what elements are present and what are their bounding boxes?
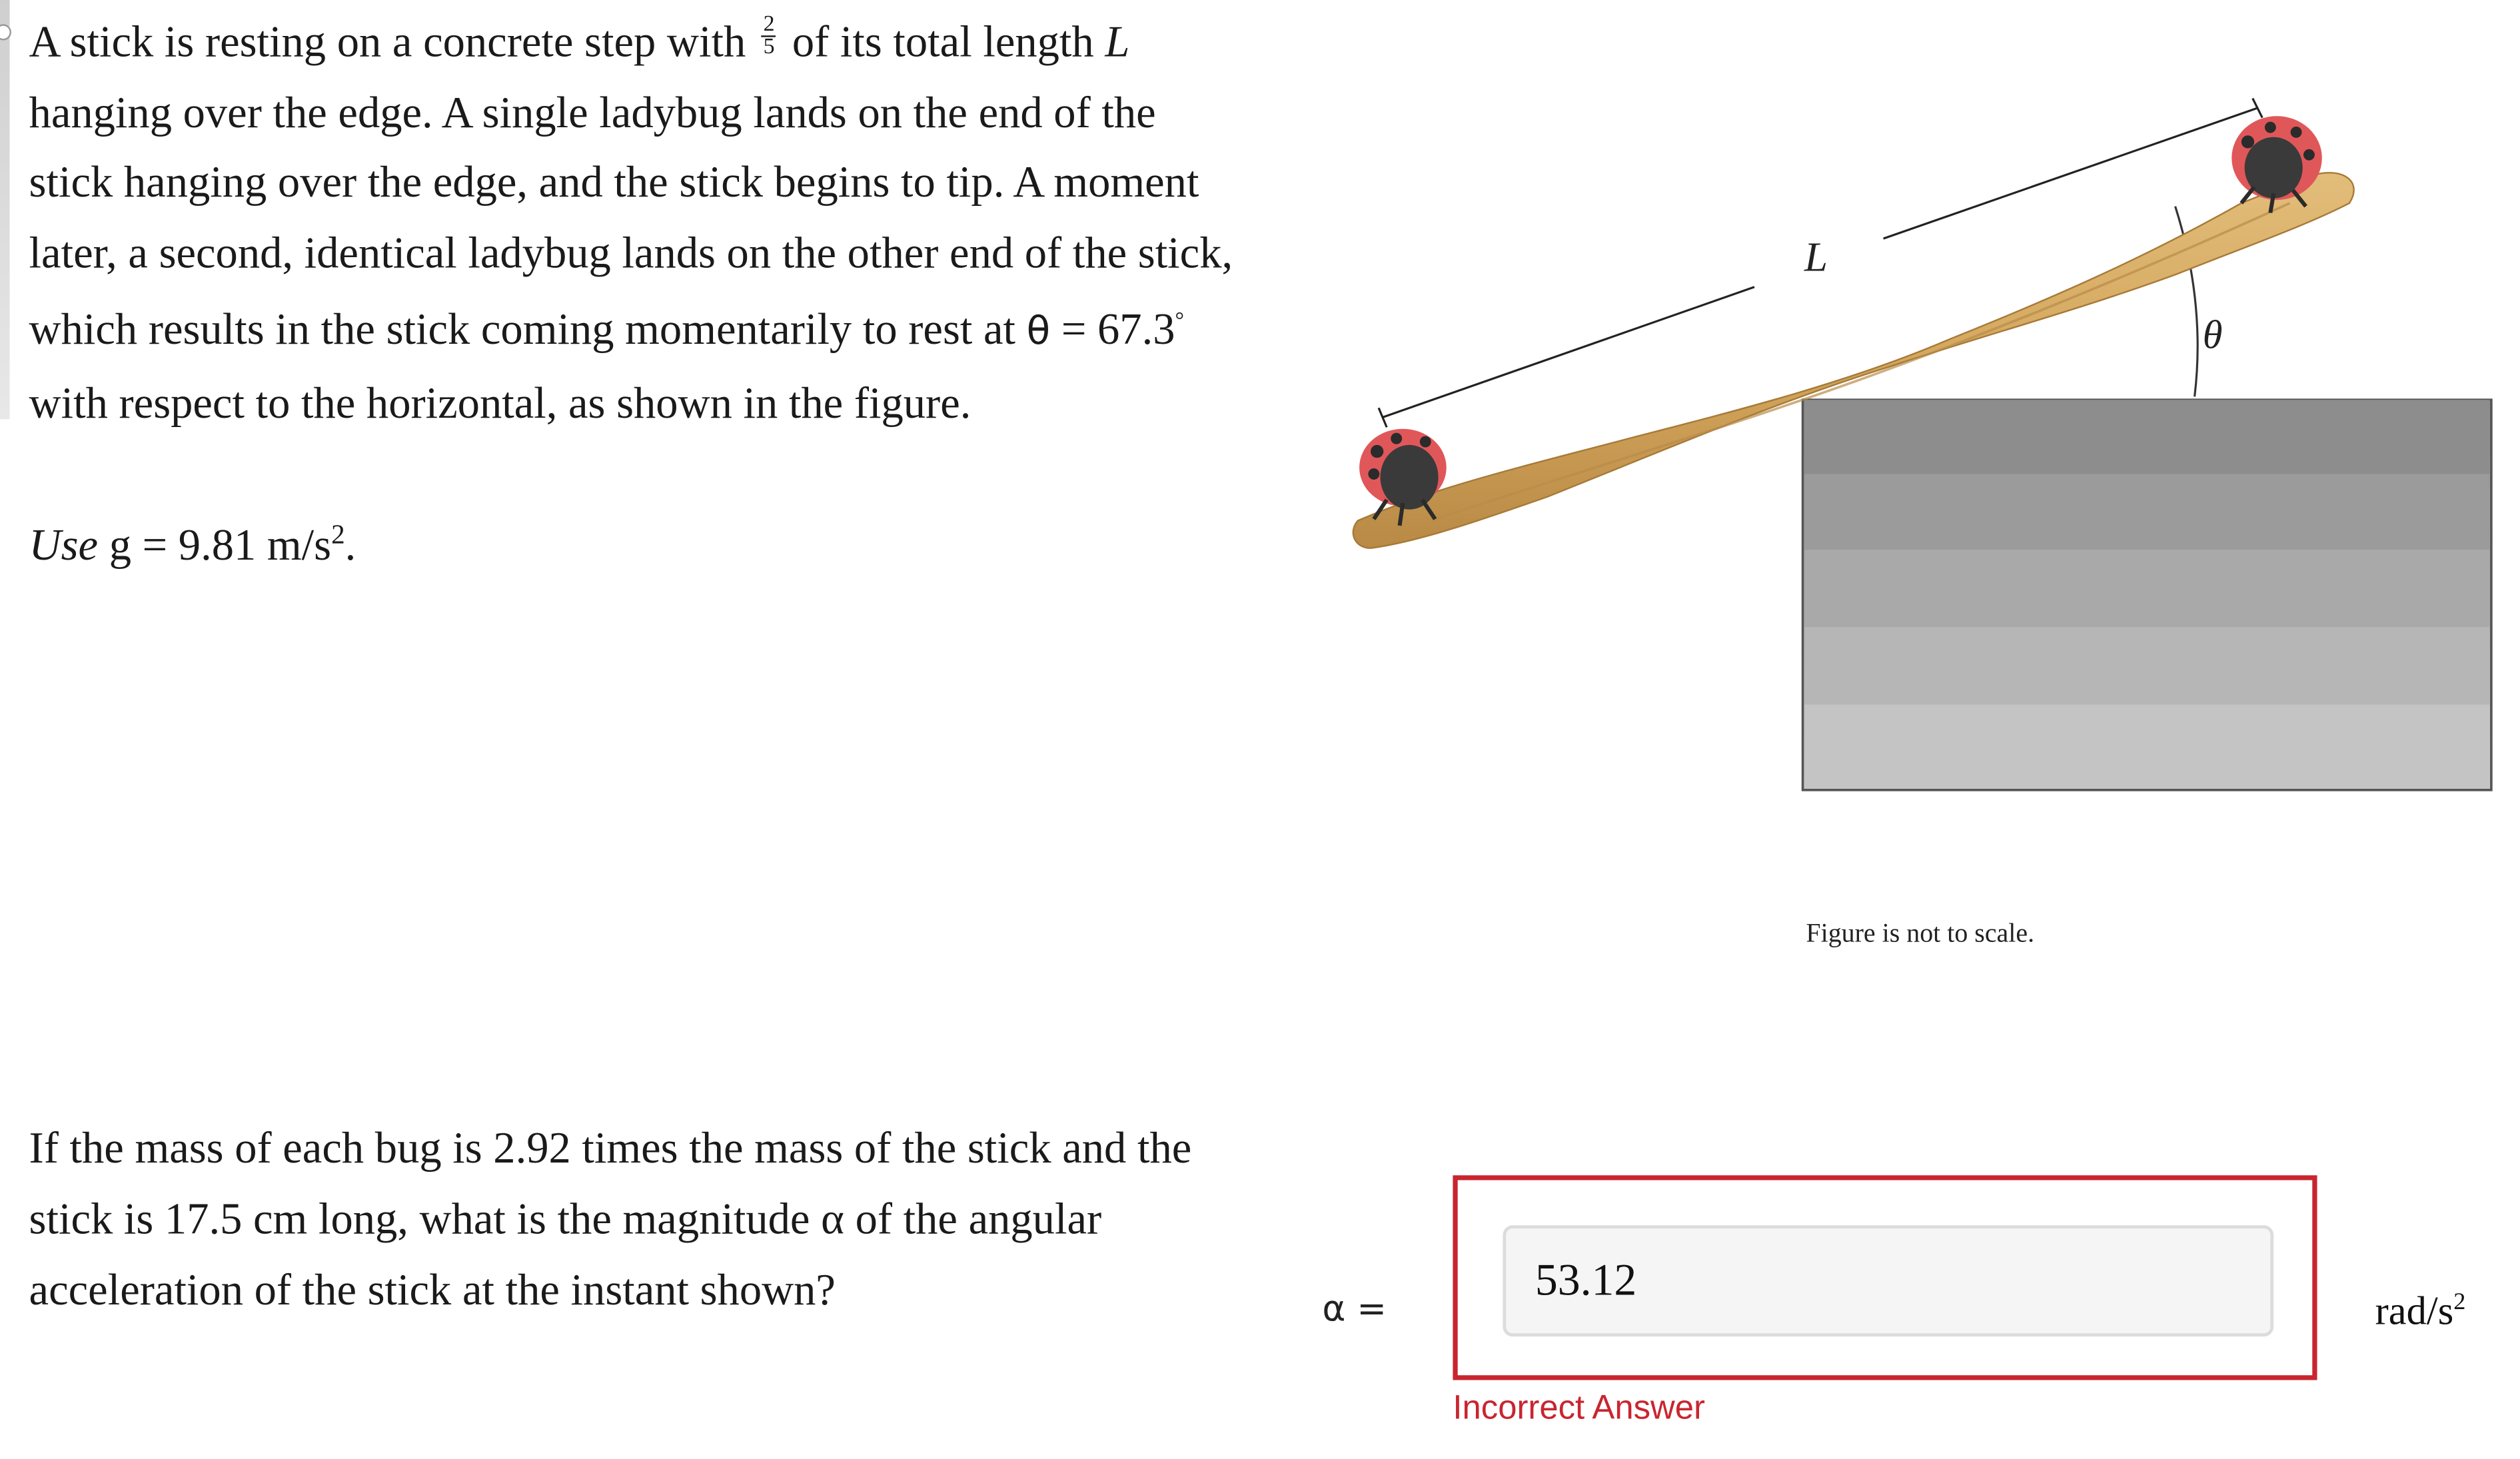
figure-caption: Figure is not to scale.: [1806, 917, 2035, 948]
concrete-step: [1803, 400, 2491, 790]
question-text: If the mass of each bug is 2.92 times the mass of the stick and the stick is 17.5 cm long, what is the magnitude α of the angular acceleration of the stick at the instant shown?: [29, 1122, 1192, 1314]
gravity-value: = 9.81 m/s: [131, 519, 332, 570]
fraction-numerator: 2: [762, 15, 776, 37]
degree-symbol: °: [1175, 309, 1185, 334]
problem-text-length: of its total length: [781, 16, 1094, 67]
unit-exponent: 2: [2453, 1290, 2466, 1316]
feedback-incorrect: Incorrect Answer: [1453, 1390, 1705, 1427]
unit-base: rad/s: [2375, 1290, 2454, 1334]
fraction-denominator: 5: [763, 35, 775, 60]
length-variable: L: [1105, 16, 1130, 67]
theta-symbol: θ: [1026, 308, 1051, 354]
page-margin-edge: [0, 0, 10, 419]
angle-value: = 67.3: [1050, 303, 1175, 354]
angle-label: θ: [2202, 312, 2223, 358]
gravity-exponent: 2: [331, 519, 345, 550]
gravity-suffix: .: [344, 519, 356, 570]
problem-text-start: A stick is resting on a concrete step with: [29, 16, 757, 67]
answer-error-frame: [1453, 1175, 2317, 1380]
problem-text-middle: hanging over the edge. A single ladybug lands on the end of the stick hanging over the edge, and the stick begins to tip. A moment later, a second, identical ladybug lands on the other end of the stick, which results in the stick coming momentarily to rest at: [29, 86, 1233, 354]
answer-input[interactable]: [1503, 1225, 2273, 1336]
fraction-two-fifths: [762, 15, 776, 58]
alpha-label: α =: [1322, 1290, 1387, 1330]
length-label: L: [1804, 233, 1828, 280]
stick-on-step-figure: [1339, 65, 2508, 822]
gravity-prefix: Use: [29, 519, 99, 570]
gravity-variable: g: [98, 519, 132, 570]
answer-unit: [2375, 1290, 2466, 1336]
problem-statement: [29, 7, 1239, 438]
margin-marker: [0, 24, 11, 40]
problem-text-end: with respect to the horizontal, as shown in the figure.: [29, 376, 971, 427]
gravity-note: [29, 519, 356, 571]
